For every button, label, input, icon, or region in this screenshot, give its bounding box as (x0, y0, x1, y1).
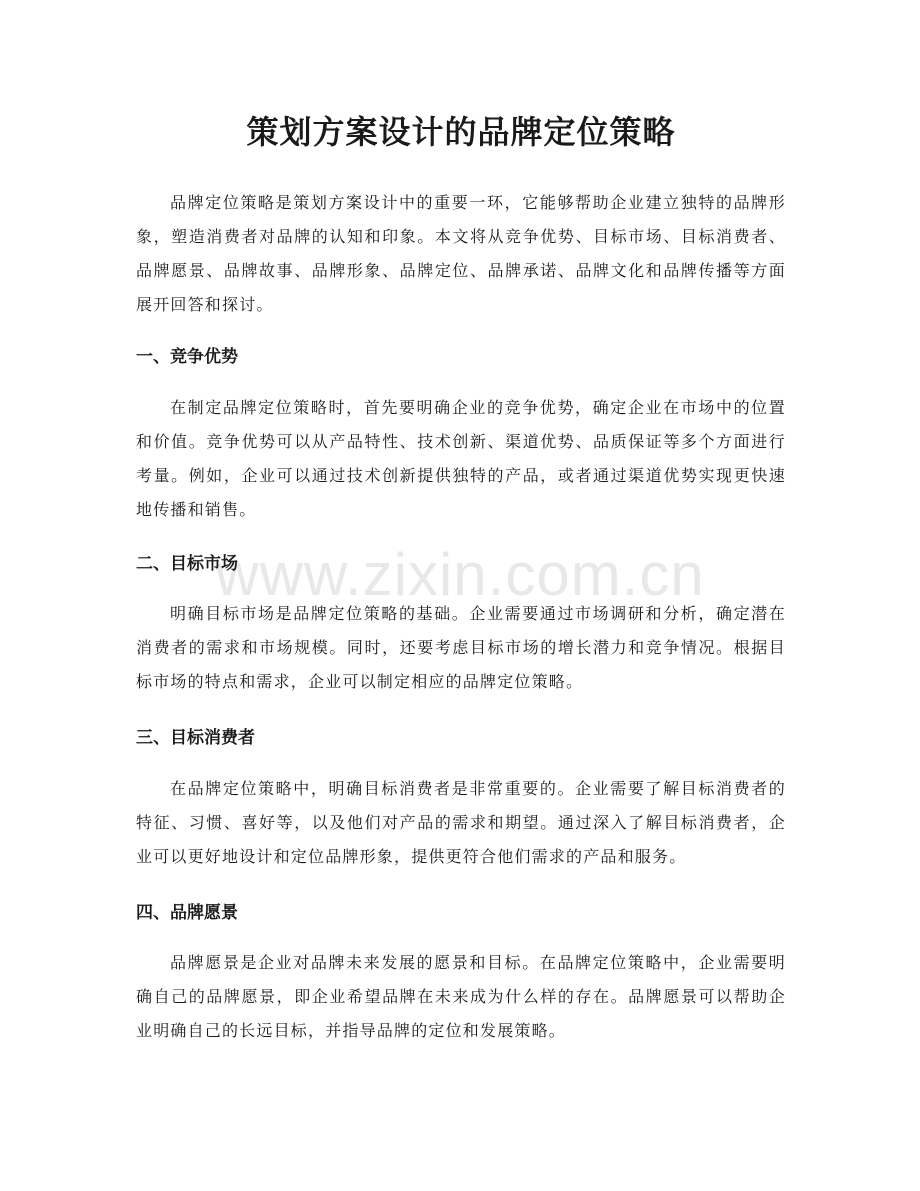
section-body-target-market: 明确目标市场是品牌定位策略的基础。企业需要通过市场调研和分析，确定潜在消费者的需求和市场规模。同时，还要考虑目标市场的增长潜力和竞争情况。根据目标市场的特点和需求，企业可以制定相应的品牌定位策略。 (136, 604, 786, 691)
section-heading-target-consumer: 三、目标消费者 (136, 728, 255, 748)
section-body-target-consumer: 在品牌定位策略中，明确目标消费者是非常重要的。企业需要了解目标消费者的特征、习惯、喜好等，以及他们对产品的需求和期望。通过深入了解目标消费者，企业可以更好地设计和定位品牌形象，提供更符合他们需求的产品和服务。 (136, 779, 786, 866)
document-title: 策划方案设计的品牌定位策略 (246, 113, 676, 151)
section-heading-target-market: 二、目标市场 (136, 554, 238, 574)
section-heading-brand-vision: 四、品牌愿景 (136, 903, 238, 923)
intro-paragraph: 品牌定位策略是策划方案设计中的重要一环，它能够帮助企业建立独特的品牌形象，塑造消费者对品牌的认知和印象。本文将从竞争优势、目标市场、目标消费者、品牌愿景、品牌故事、品牌形象、品牌定位、品牌承诺、品牌文化和品牌传播等方面展开回答和探讨。 (136, 193, 786, 314)
section-body-competitive-advantage: 在制定品牌定位策略时，首先要明确企业的竞争优势，确定企业在市场中的位置和价值。竞争优势可以从产品特性、技术创新、渠道优势、品质保证等多个方面进行考量。例如，企业可以通过技术创新提供独特的产品，或者通过渠道优势实现更快速地传播和销售。 (136, 398, 786, 519)
watermark: www.zixin.com.cn (215, 541, 705, 608)
section-body-brand-vision: 品牌愿景是企业对品牌未来发展的愿景和目标。在品牌定位策略中，企业需要明确自己的品牌愿景，即企业希望品牌在未来成为什么样的存在。品牌愿景可以帮助企业明确自己的长远目标，并指导品牌的定位和发展策略。 (136, 953, 786, 1040)
section-heading-competitive-advantage: 一、竞争优势 (136, 347, 238, 367)
